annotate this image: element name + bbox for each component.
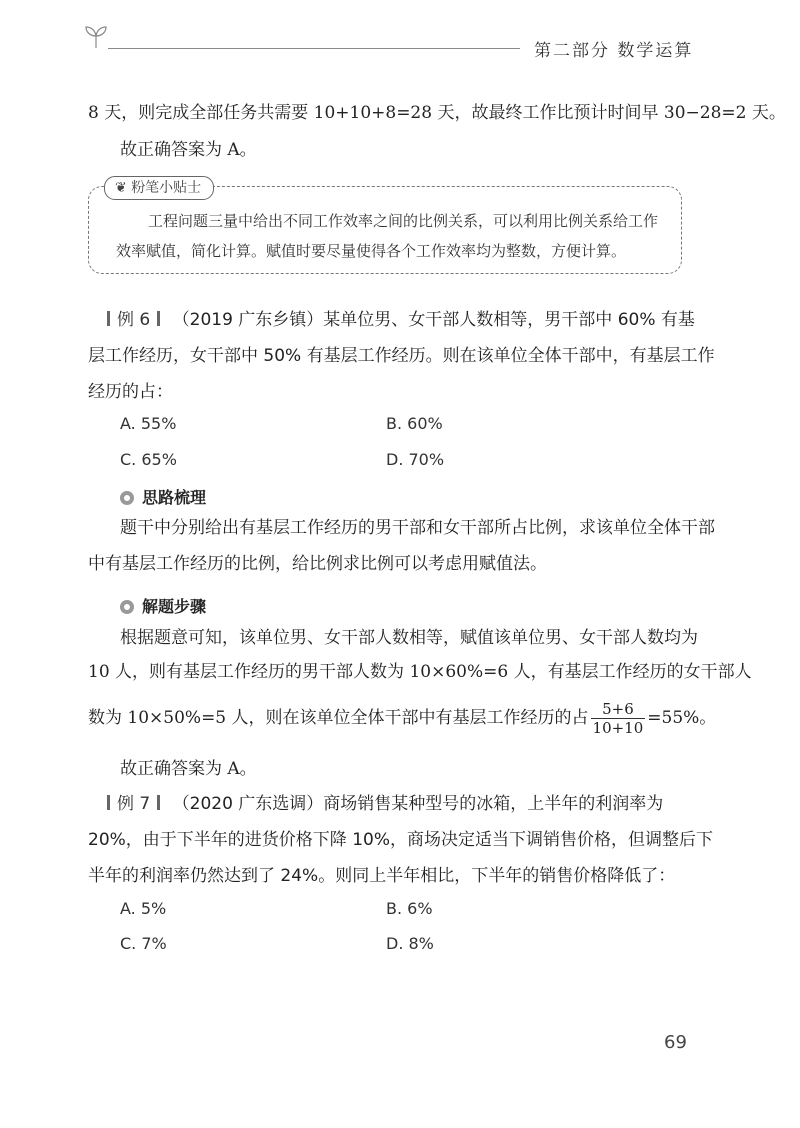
solution-line-fraction: 数为 10×50%=5 人，则在该单位全体干部中有基层工作经历的占 $\frac{5+6}{10+10}$ =55%。 xyxy=(88,700,717,737)
option-a: A. 5% xyxy=(120,899,167,918)
tip-line: 效率赋值，简化计算。赋值时要尽量使得各个工作效率均为整数，方便计算。 xyxy=(116,242,627,260)
option-c: C. 65% xyxy=(120,450,177,469)
option-a: A. 55% xyxy=(120,414,177,433)
option-b: B. 60% xyxy=(386,414,443,433)
analysis-line: 题干中分别给出有基层工作经历的男干部和女干部所占比例，求该单位全体干部 xyxy=(120,518,715,538)
example-7-question xyxy=(100,792,663,816)
option-b: B. 6% xyxy=(386,899,433,918)
solution-icon xyxy=(120,600,134,614)
section-title: 第二部分 数学运算 xyxy=(534,41,694,61)
question-line: （2020 广东选调）商场销售某种型号的冰箱，上半年的利润率为 xyxy=(172,794,664,814)
answer-line: 故正确答案为 A。 xyxy=(120,759,257,779)
example-6-tag: 例 6 xyxy=(100,310,167,330)
leaf-ornament-icon xyxy=(82,24,110,50)
solution-line: 根据题意可知，该单位男、女干部人数相等，赋值该单位男、女干部人数均为 xyxy=(120,628,698,648)
sprout-icon: ❦ xyxy=(115,180,132,196)
answer-line: 故正确答案为 A。 xyxy=(120,140,257,160)
option-d: D. 8% xyxy=(386,934,434,953)
analysis-line: 中有基层工作经历的比例，给比例求比例可以考虑用赋值法。 xyxy=(88,554,547,574)
page-number: 69 xyxy=(664,1032,687,1053)
option-d: D. 70% xyxy=(386,450,445,469)
question-line: 经历的占： xyxy=(88,382,173,402)
option-c: C. 7% xyxy=(120,934,167,953)
tip-line: 工程问题三量中给出不同工作效率之间的比例关系，可以利用比例关系给工作 xyxy=(148,212,659,230)
question-line: 20%，由于下半年的进货价格下降 10%，商场决定适当下调销售价格，但调整后下 xyxy=(88,830,713,850)
tip-badge xyxy=(104,176,214,200)
solution-line: 10 人，则有基层工作经历的男干部人数为 10×60%=6 人，有基层工作经历的女干部人 xyxy=(88,662,752,682)
question-line: 半年的利润率仍然达到了 24%。则同上半年相比，下半年的销售价格降低了： xyxy=(88,866,676,886)
tip-label: 粉笔小贴士 xyxy=(131,180,202,196)
analysis-heading: 思路梳理 xyxy=(120,485,206,508)
solution-heading: 解题步骤 xyxy=(120,594,206,617)
header-rule xyxy=(108,48,520,49)
question-line: （2019 广东乡镇）某单位男、女干部人数相等，男干部中 60% 有基 xyxy=(172,310,695,330)
fraction: $\frac{5+6}{10+10}$ xyxy=(592,700,644,737)
analysis-icon xyxy=(120,491,134,505)
text-line: 8 天，则完成全部任务共需要 10+10+8=28 天，故最终工作比预计时间早 30−28=2 天。 xyxy=(88,103,786,123)
question-line: 层工作经历，女干部中 50% 有基层工作经历。则在该单位全体干部中，有基层工作 xyxy=(88,346,715,366)
example-6-question xyxy=(100,308,695,332)
example-7-tag: 例 7 xyxy=(100,794,167,814)
